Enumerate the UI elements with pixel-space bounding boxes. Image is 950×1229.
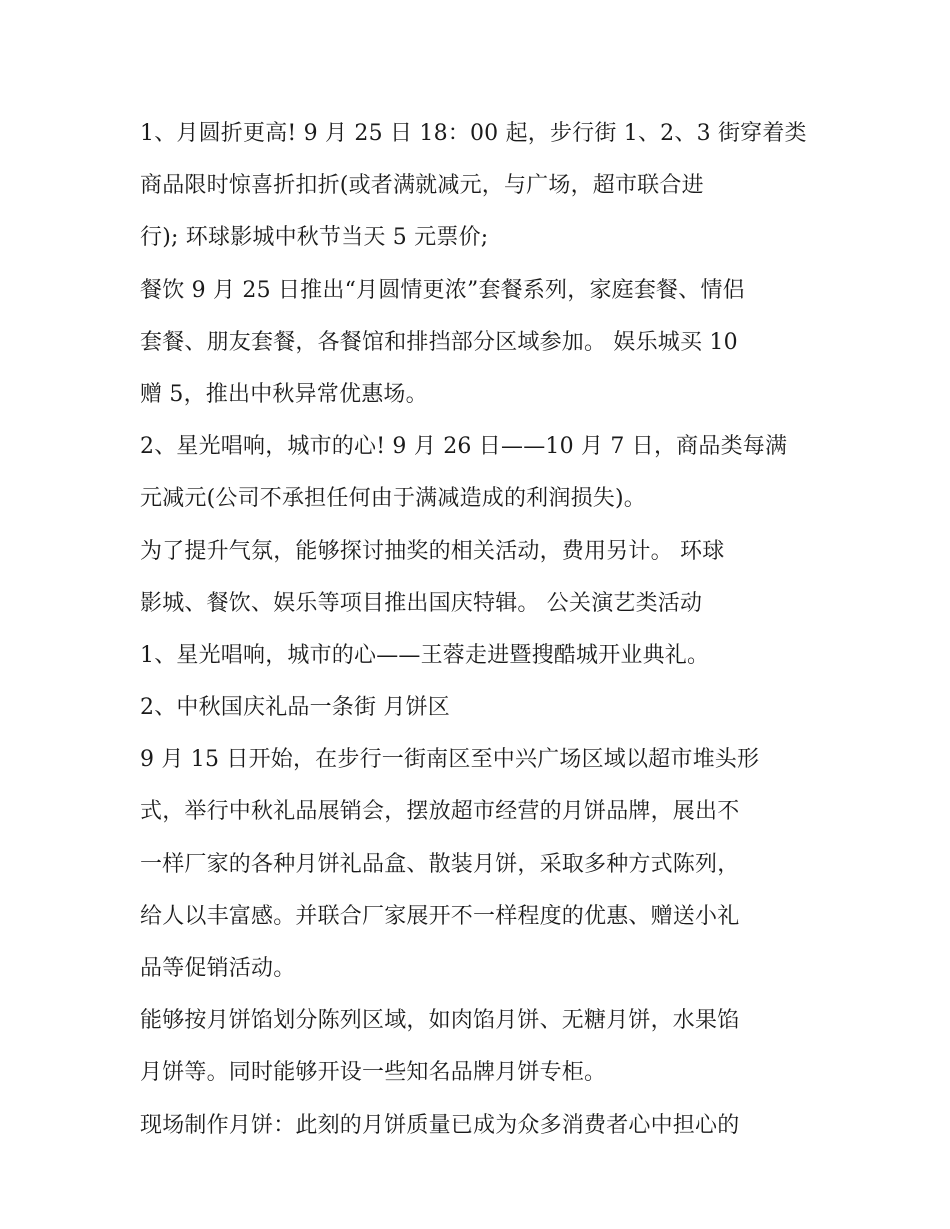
- text-line-17: 品等促销活动。: [140, 956, 296, 981]
- text-line-3: 行); 环球影城中秋节当天 5 元票价;: [140, 225, 489, 251]
- text-line-19: 月饼等。同时能够开设一些知名品牌月饼专柜。: [140, 1060, 607, 1086]
- text-line-15: 一样厂家的各种月饼礼品盒、散装月饼，采取多种方式陈列，: [140, 851, 740, 877]
- text-line-16: 给人以丰富感。并联合厂家展开不一样程度的优惠、赠送小礼: [140, 903, 740, 929]
- text-line-8: 元减元(公司不承担任何由于满减造成的利润损失)。: [140, 486, 646, 512]
- text-line-4: 餐饮 9 月 25 日推出“月圆情更浓”套餐系列，家庭套餐、情侣: [140, 277, 745, 303]
- text-line-14: 式，举行中秋礼品展销会，摆放超市经营的月饼品牌，展出不: [140, 799, 740, 825]
- text-line-7: 2、星光唱响，城市的心! 9 月 26 日——10 月 7 日，商品类每满: [140, 434, 788, 460]
- text-line-5: 套餐、朋友套餐，各餐馆和排挡部分区域参加。 娱乐城买 10: [140, 329, 738, 355]
- text-line-6: 赠 5，推出中秋异常优惠场。: [140, 381, 428, 407]
- text-line-12: 2、中秋国庆礼品一条街 月饼区: [140, 695, 450, 721]
- text-line-20: 现场制作月饼：此刻的月饼质量已成为众多消费者心中担心的: [140, 1112, 740, 1138]
- text-line-1: 1、月圆折更高! 9 月 25 日 18：00 起，步行街 1、2、3 街穿着类: [140, 121, 807, 146]
- text-line-13: 9 月 15 日开始，在步行一街南区至中兴广场区域以超市堆头形: [140, 747, 760, 773]
- text-line-18: 能够按月饼馅划分陈列区域，如肉馅月饼、无糖月饼，水果馅: [140, 1008, 740, 1034]
- text-line-10: 影城、餐饮、娱乐等项目推出国庆特辑。 公关演艺类活动: [140, 590, 703, 616]
- text-line-9: 为了提升气氛，能够探讨抽奖的相关活动，费用另计。 环球: [140, 538, 725, 564]
- text-line-2: 商品限时惊喜折扣折(或者满就减元，与广场，超市联合进: [140, 173, 704, 199]
- document-body: [140, 108, 820, 1152]
- text-line-11: 1、星光唱响，城市的心——王蓉走进暨搜酷城开业典礼。: [140, 642, 710, 668]
